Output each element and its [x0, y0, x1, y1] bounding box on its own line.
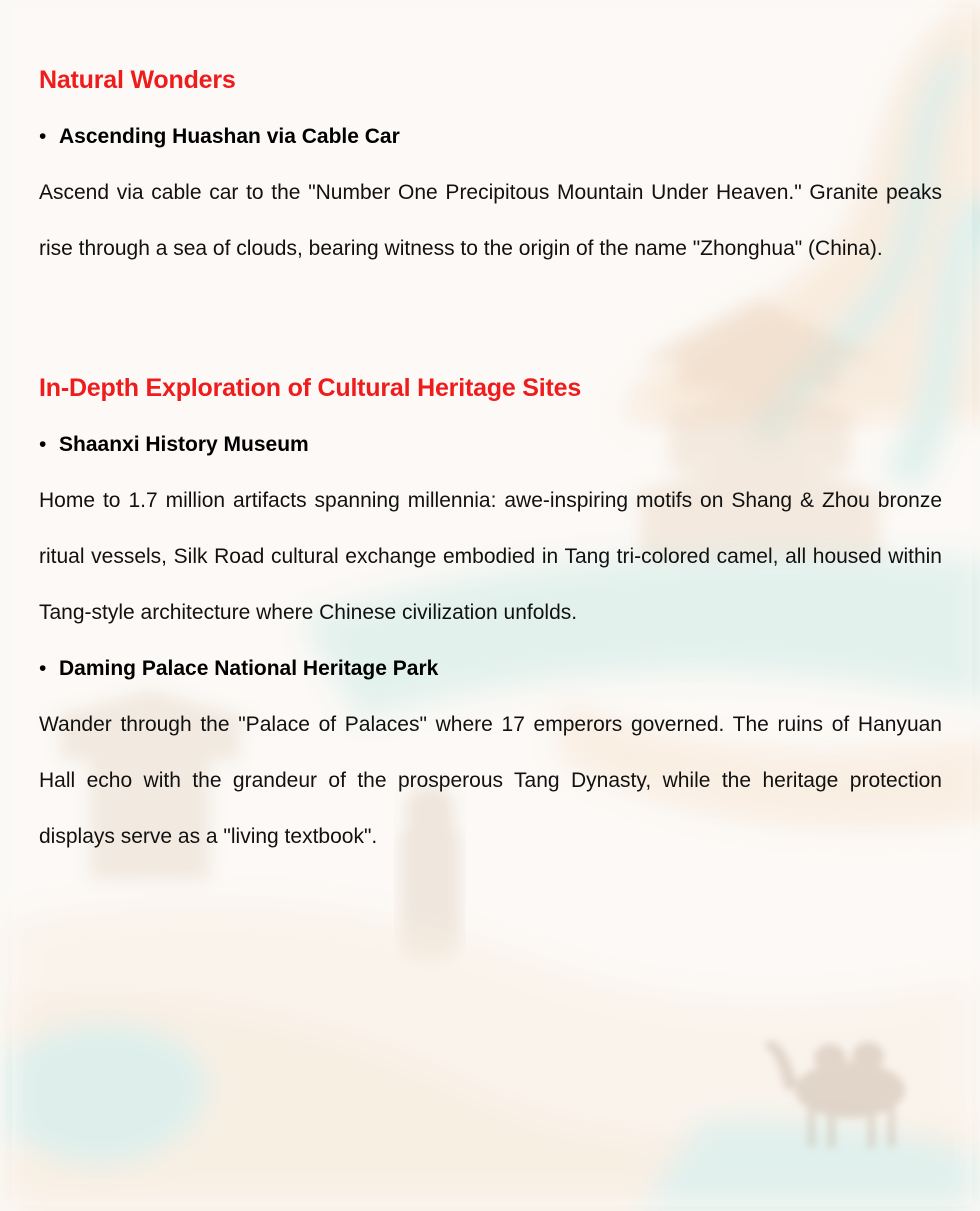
item-title-text: Daming Palace National Heritage Park: [59, 657, 439, 680]
item-title-huashan: [39, 125, 400, 149]
bullet-icon: •: [39, 433, 47, 456]
item-title-text: Ascending Huashan via Cable Car: [59, 125, 400, 148]
bullet-icon: •: [39, 125, 47, 148]
item-paragraph-daming-palace: Wander through the "Palace of Palaces" where 17 emperors governed. The ruins of Hanyuan Hall echo with the grandeur of the prosperous Tang Dynasty, while the heritage protection displays serve as a "living textbook".: [39, 713, 942, 848]
item-title-daming-palace: [39, 657, 438, 681]
item-title-shaanxi-museum: [39, 433, 309, 457]
item-paragraph-shaanxi-museum: Home to 1.7 million artifacts spanning millennia: awe-inspiring motifs on Shang & Zhou bronze ritual vessels, Silk Road cultural exchange embodied in Tang tri-colored camel, all housed within Tang-style architecture where Chinese civilization unfolds.: [39, 489, 942, 624]
section-heading-cultural-heritage: In-Depth Exploration of Cultural Heritage Sites: [39, 374, 582, 402]
item-paragraph-huashan: Ascend via cable car to the "Number One Precipitous Mountain Under Heaven." Granite peaks rise through a sea of clouds, bearing witness to the origin of the name "Zhonghua" (China).: [39, 181, 942, 260]
item-title-text: Shaanxi History Museum: [59, 433, 309, 456]
section-heading-natural-wonders: Natural Wonders: [39, 66, 236, 94]
bullet-icon: •: [39, 657, 47, 680]
